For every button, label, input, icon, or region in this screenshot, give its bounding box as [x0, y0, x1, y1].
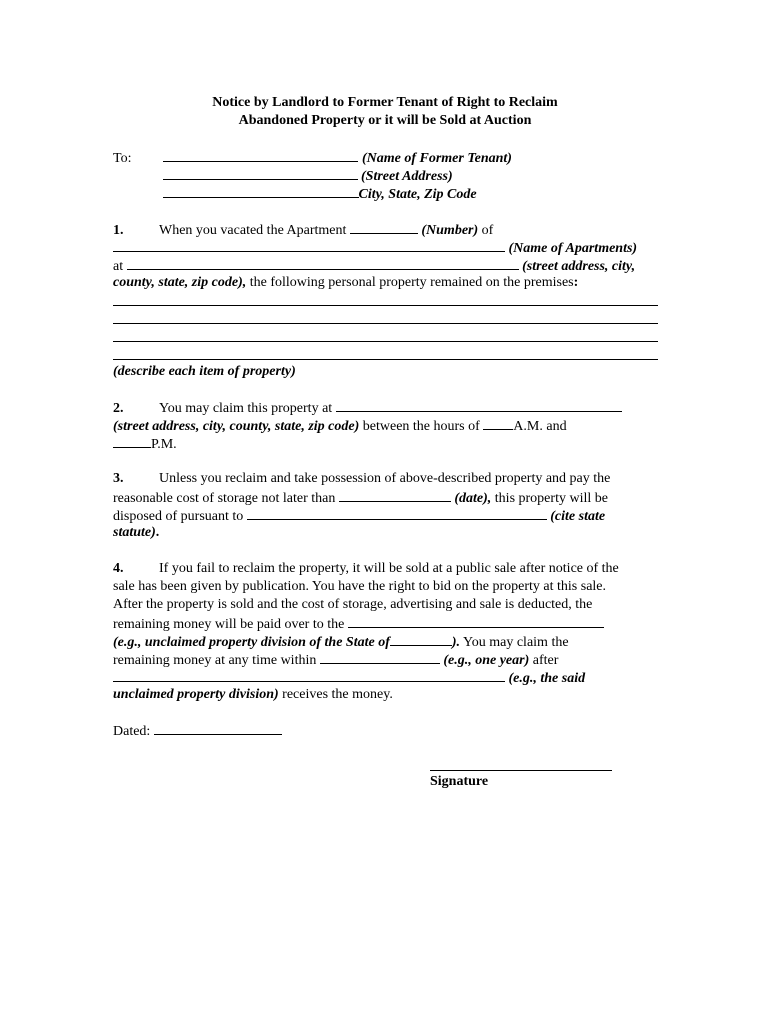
apartments-name-hint: (Name of Apartments): [508, 241, 638, 256]
section3-period: .: [155, 525, 160, 540]
section2-line2: [113, 416, 658, 436]
section3-line2-b: this property will be: [494, 491, 608, 506]
section4-line2: sale has been given by publication. You have the right to bid on the property at this sale.: [113, 579, 607, 594]
property-line-3[interactable]: [113, 341, 658, 342]
claim-address-hint: (street address, city, county, state, zip code): [113, 419, 360, 434]
section1-line2: [113, 238, 658, 258]
apartments-name-blank[interactable]: [113, 238, 505, 252]
statute-hint-b: statute): [113, 525, 156, 540]
section1-text-a: When you vacated the Apartment: [159, 223, 347, 238]
section2-line1: [113, 398, 658, 418]
section4-line5: [113, 632, 658, 652]
section3-number: 3.: [113, 471, 124, 486]
address-hint-a: (street address, city,: [522, 259, 636, 274]
to-line-name: [113, 148, 658, 168]
section4-line5-b: You may claim the: [463, 635, 569, 650]
section2-pm: P.M.: [151, 437, 177, 452]
dated-label: Dated:: [113, 724, 151, 739]
section1-line1: [113, 220, 658, 240]
section2-text-b: between the hours of: [362, 419, 480, 434]
section3-line1: [113, 470, 658, 488]
street-address-hint: (Street Address): [361, 169, 453, 184]
section3-line4: [113, 524, 658, 542]
state-statute-blank[interactable]: [247, 506, 547, 520]
to-label: To:: [113, 151, 132, 166]
property-line-1[interactable]: [113, 305, 658, 306]
claim-address-blank[interactable]: [336, 398, 622, 412]
statute-hint-a: (cite state: [550, 509, 606, 524]
dated-line: [113, 721, 658, 741]
to-line-city: [113, 184, 658, 204]
describe-property-hint: (describe each item of property): [113, 364, 296, 379]
section4-line8-b: receives the money.: [282, 687, 393, 702]
section4-line7: [113, 668, 658, 688]
section3-line3: [113, 506, 658, 526]
section2-line3: [113, 434, 658, 454]
section1-colon: :: [573, 275, 579, 290]
dated-blank[interactable]: [154, 721, 282, 735]
section4-line1: [113, 560, 658, 578]
city-state-zip-blank[interactable]: [163, 184, 359, 198]
section4-after: after: [532, 653, 559, 668]
section3-line2-a: reasonable cost of storage not later than: [113, 491, 336, 506]
state-name-blank[interactable]: [390, 632, 452, 646]
apartment-number-hint: (Number): [421, 223, 479, 238]
signature-label: Signature: [430, 774, 489, 789]
section4-line6: [113, 650, 658, 670]
section4-line3: After the property is sold and the cost of storage, advertising and sale is deducted, the: [113, 597, 593, 612]
paid-over-to-blank[interactable]: [348, 614, 604, 628]
city-state-zip-hint: City, State, Zip Code: [358, 187, 477, 202]
storage-date-hint: (date),: [454, 491, 492, 506]
section2-am: A.M. and: [513, 419, 567, 434]
street-address-blank[interactable]: [163, 166, 358, 180]
section4-line4: [113, 614, 658, 634]
section4-line4-text: remaining money will be paid over to the: [113, 617, 345, 632]
section4-number: 4.: [113, 561, 124, 576]
section3-line3-a: disposed of pursuant to: [113, 509, 244, 524]
signature-line[interactable]: [430, 770, 612, 771]
section1-line4: [113, 274, 658, 292]
section2-number: 2.: [113, 401, 124, 416]
section2-text-a: You may claim this property at: [159, 401, 333, 416]
address-hint-b: county, state, zip code),: [113, 275, 247, 290]
section4-line1-text: If you fail to reclaim the property, it will be sold at a public sale after notice of the: [159, 561, 619, 576]
said-division-hint-c: (e.g., the said: [508, 671, 586, 686]
storage-date-blank[interactable]: [339, 488, 451, 502]
tenant-name-blank[interactable]: [163, 148, 358, 162]
section3-line1-text: Unless you reclaim and take possession of above-described property and pay the: [159, 471, 611, 486]
claim-period-blank[interactable]: [320, 650, 440, 664]
claim-period-hint: (e.g., one year): [443, 653, 530, 668]
unclaimed-division-hint-a-end: ).: [451, 635, 461, 650]
title-line-1: Notice by Landlord to Former Tenant of Right to Reclaim: [212, 95, 558, 110]
section1-at: at: [113, 259, 124, 274]
section1-line3: [113, 256, 658, 276]
receiving-division-blank[interactable]: [113, 668, 505, 682]
section3-line2: [113, 488, 658, 508]
title-line-2: Abandoned Property or it will be Sold at Auction: [238, 113, 532, 128]
section4-line8: [113, 686, 658, 704]
unclaimed-division-hint-a: (e.g., unclaimed property division of the State of: [113, 635, 390, 650]
apartment-number-blank[interactable]: [350, 220, 418, 234]
property-line-4[interactable]: [113, 359, 658, 360]
tenant-name-hint: (Name of Former Tenant): [361, 151, 512, 166]
property-line-2[interactable]: [113, 323, 658, 324]
apartments-address-blank[interactable]: [127, 256, 519, 270]
said-division-hint-d: unclaimed property division): [113, 687, 279, 702]
section1-of: of: [481, 223, 494, 238]
section1-number: 1.: [113, 223, 124, 238]
to-line-street: [113, 166, 658, 186]
section1-text-b: the following personal property remained on the premises: [249, 275, 574, 290]
hours-am-blank[interactable]: [483, 416, 513, 430]
section4-line6-a: remaining money at any time within: [113, 653, 317, 668]
hours-pm-blank[interactable]: [113, 434, 151, 448]
